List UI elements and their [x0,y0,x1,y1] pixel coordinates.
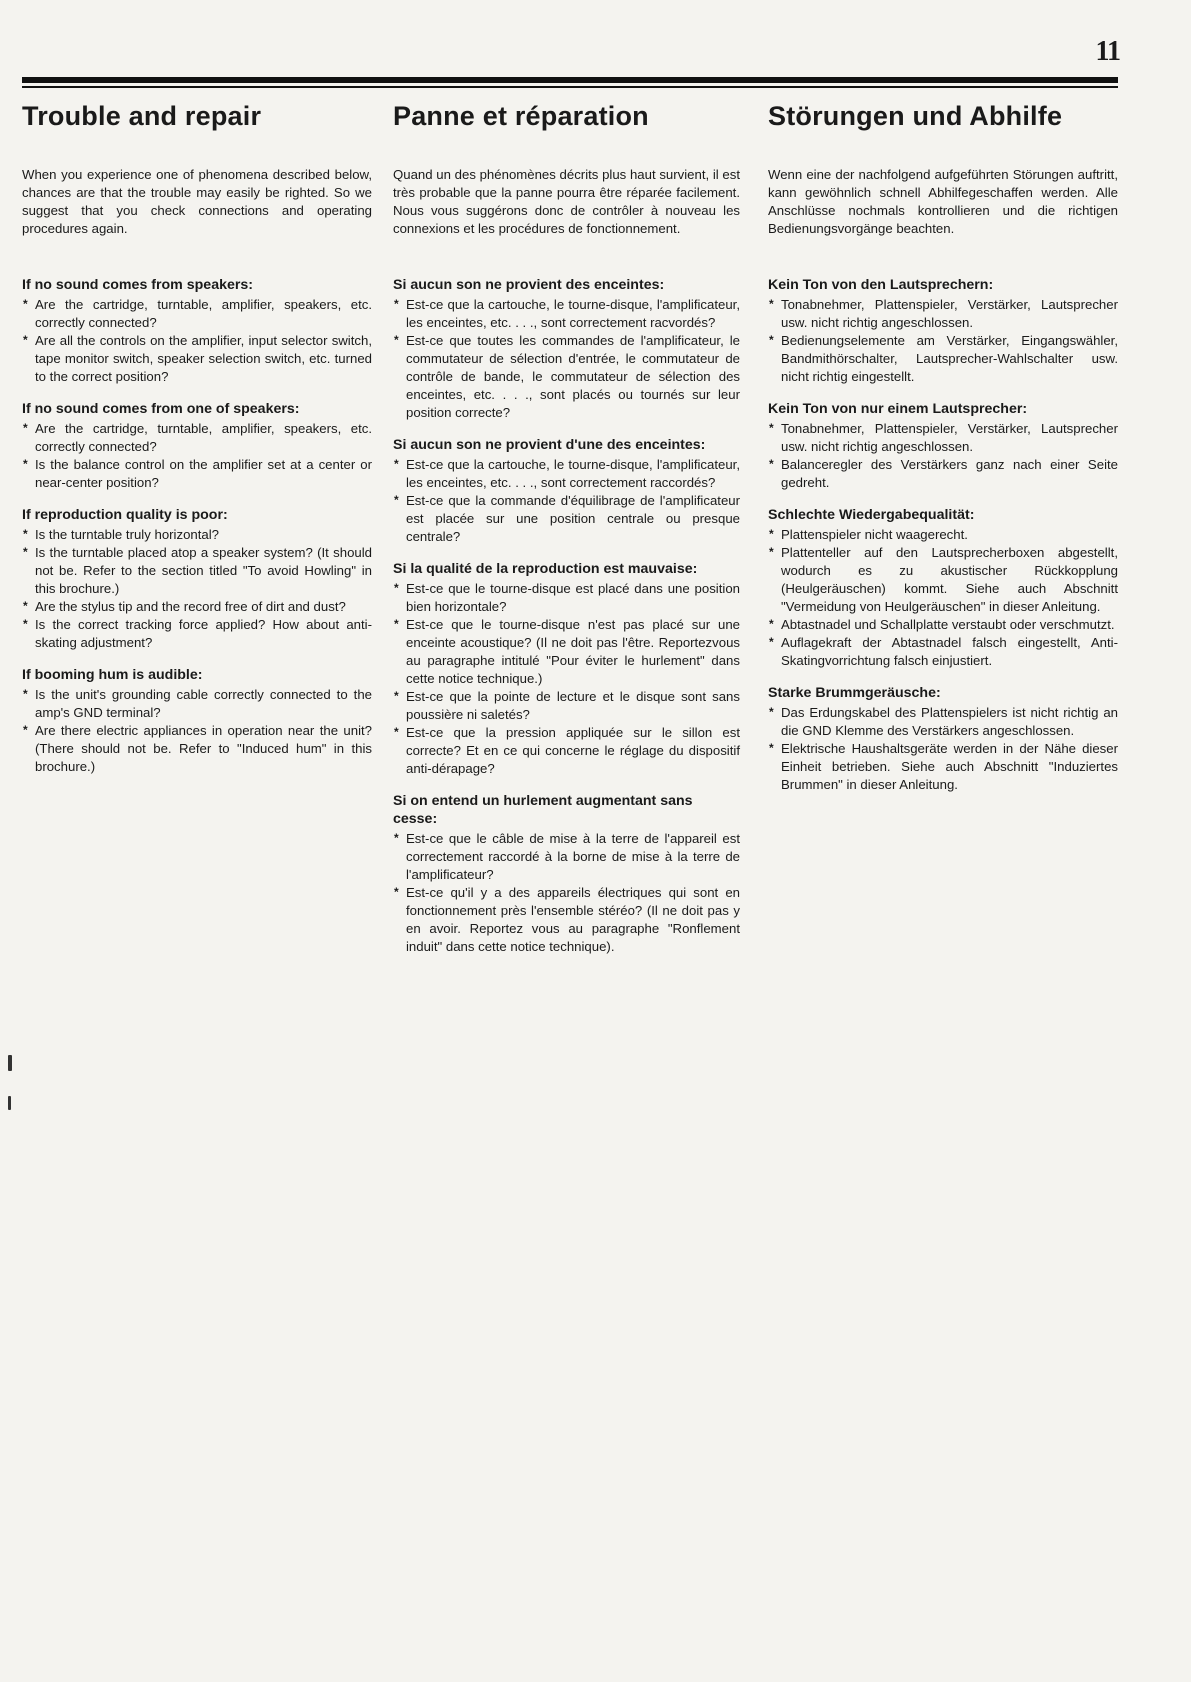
column-french [393,100,740,970]
section-heading: Si on entend un hurlement augmentant sans cesse: [393,793,693,827]
intro-paragraph: Wenn eine der nachfolgend aufgeführten Störungen auftritt, kann gewöhnlich schnell Abhilfegeschaffen werden. Alle Anschlüsse nochmals kontrollieren und die richtigen Bedienungsvorgänge beachten. [768,167,1118,236]
list-item: * Is the balance control on the amplifier set at a center or near-center position? [22,456,372,492]
list-item: * Est-ce que la cartouche, le tourne-disque, l'amplificateur, les enceintes, etc. . . ., sont correctement racvordés? [393,296,740,332]
list-item: * Est-ce que le tourne-disque est placé dans une position bien horizontale? [393,580,740,616]
page-number: 11 [1095,36,1120,67]
list-item: * Das Erdungskabel des Plattenspielers ist nicht richtig an die GND Klemme des Verstärkers angeschlossen. [768,704,1118,740]
list-item: * Is the correct tracking force applied? How about anti-skating adjustment? [22,616,372,652]
section [768,684,1118,794]
list-item: * Est-ce que la pression appliquée sur le sillon est correcte? Et en ce qui concerne le réglage du dispositif anti-dérapage? [393,724,740,778]
section-heading: Si aucun son ne provient d'une des enceintes: [393,437,706,453]
list-item: * Est-ce que le tourne-disque n'est pas placé sur une enceinte acoustique? (Il ne doit pas l'être. Reportezvous au paragraphe intitulé "Pour éviter le hurlement" dans cette notice technique.) [393,616,740,688]
list-item: * Est-ce que la pointe de lecture et le disque sont sans poussière ni saletés? [393,688,740,724]
list-item: * Are the cartridge, turntable, amplifier, speakers, etc. correctly connected? [22,296,372,332]
margin-mark-upper [8,1055,12,1071]
list-item: * Plattenteller auf den Lautsprecherboxen abgestellt, wodurch es zu akustischer Rückkopplung (Heulgeräuschen) kommt. Siehe auch Abschnitt "Vermeidung von Heulgeräuschen" in dieser Anleitung. [768,544,1118,616]
list-item: * Bedienungselemente am Verstärker, Eingangswähler, Bandmithörschalter, Lautsprecher-Wahlschalter usw. nicht richtig eingestellt. [768,332,1118,386]
list-item: * Est-ce que le câble de mise à la terre de l'appareil est correctement raccordé à la borne de mise à la terre de l'amplificateur? [393,830,740,884]
section-heading: If no sound comes from speakers: [22,277,253,293]
column-title: Panne et réparation [393,101,649,131]
list-item: * Are the stylus tip and the record free of dirt and dust? [22,598,372,616]
list-item: * Est-ce que la commande d'équilibrage de l'amplificateur est placée sur une position centrale ou presque centrale? [393,492,740,546]
list-item: * Est-ce que toutes les commandes de l'amplificateur, le commutateur de sélection d'entrée, le commutateur de contrôle de bande, le commutateur de sélection des enceintes, etc. . . ., sont placés ou tournés sur leur position correcte? [393,332,740,422]
intro-paragraph: Quand un des phénomènes décrits plus haut survient, il est très probable que la panne pourra être réparée facilement. Nous vous suggérons donc de contrôler à nouveau les connexions et les procédures de fonctionnement. [393,167,740,236]
list-item: * Plattenspieler nicht waagerecht. [768,526,1118,544]
section [22,666,372,776]
margin-mark-lower [8,1096,11,1110]
list-item: * Elektrische Haushaltsgeräte werden in der Nähe dieser Einheit betrieben. Siehe auch Abschnitt "Induziertes Brummen" in dieser Anleitung. [768,740,1118,794]
section [768,276,1118,386]
column-title: Trouble and repair [22,101,262,131]
section [22,400,372,492]
list-item: * Balanceregler des Verstärkers ganz nach einer Seite gedreht. [768,456,1118,492]
column-english [22,100,372,790]
section-heading: If reproduction quality is poor: [22,507,228,523]
section [393,276,740,422]
section [22,506,372,652]
list-item: * Tonabnehmer, Plattenspieler, Verstärker, Lautsprecher usw. nicht richtig angeschlossen. [768,296,1118,332]
section-heading: Starke Brummgeräusche: [768,685,941,701]
section-heading: Si aucun son ne provient des enceintes: [393,277,665,293]
header-rule-thin [22,86,1118,88]
list-item: * Tonabnehmer, Plattenspieler, Verstärker, Lautsprecher usw. nicht richtig angeschlossen. [768,420,1118,456]
column-title: Störungen und Abhilfe [768,101,1063,131]
list-item: * Abtastnadel und Schallplatte verstaubt oder verschmutzt. [768,616,1118,634]
section-heading: Schlechte Wiedergabequalität: [768,507,975,523]
section-heading: Kein Ton von nur einem Lautsprecher: [768,401,1028,417]
section [393,560,740,778]
section-heading: Kein Ton von den Lautsprechern: [768,277,994,293]
list-item: * Are the cartridge, turntable, amplifier, speakers, etc. correctly connected? [22,420,372,456]
section [768,400,1118,492]
section [393,792,740,956]
list-item: * Is the turntable truly horizontal? [22,526,372,544]
header-rule-thick [22,77,1118,83]
list-item: * Is the unit's grounding cable correctly connected to the amp's GND terminal? [22,686,372,722]
list-item: * Are there electric appliances in operation near the unit? (There should not be. Refer to "Induced hum" in this brochure.) [22,722,372,776]
section-heading: If no sound comes from one of speakers: [22,401,300,417]
section-heading: If booming hum is audible: [22,667,203,683]
list-item: * Auflagekraft der Abtastnadel falsch eingestellt, Anti-Skatingvorrichtung falsch einjustiert. [768,634,1118,670]
list-item: * Is the turntable placed atop a speaker system? (It should not be. Refer to the section titled "To avoid Howling" in this brochure.) [22,544,372,598]
list-item: * Are all the controls on the amplifier, input selector switch, tape monitor switch, speaker selection switch, etc. turned to the correct position? [22,332,372,386]
list-item: * Est-ce qu'il y a des appareils électriques qui sont en fonctionnement près l'ensemble stéréo? (Il ne doit pas y en avoir. Reportez vous au paragraphe "Ronflement induit" dans cette notice technique). [393,884,740,956]
section [393,436,740,546]
intro-paragraph: When you experience one of phenomena described below, chances are that the trouble may easily be righted. So we suggest that you check connections and operating procedures again. [22,167,372,236]
section [22,276,372,386]
column-german [768,100,1118,808]
list-item: * Est-ce que la cartouche, le tourne-disque, l'amplificateur, les enceintes, etc. . . ., sont correctement raccordés? [393,456,740,492]
section [768,506,1118,670]
section-heading: Si la qualité de la reproduction est mauvaise: [393,561,698,577]
